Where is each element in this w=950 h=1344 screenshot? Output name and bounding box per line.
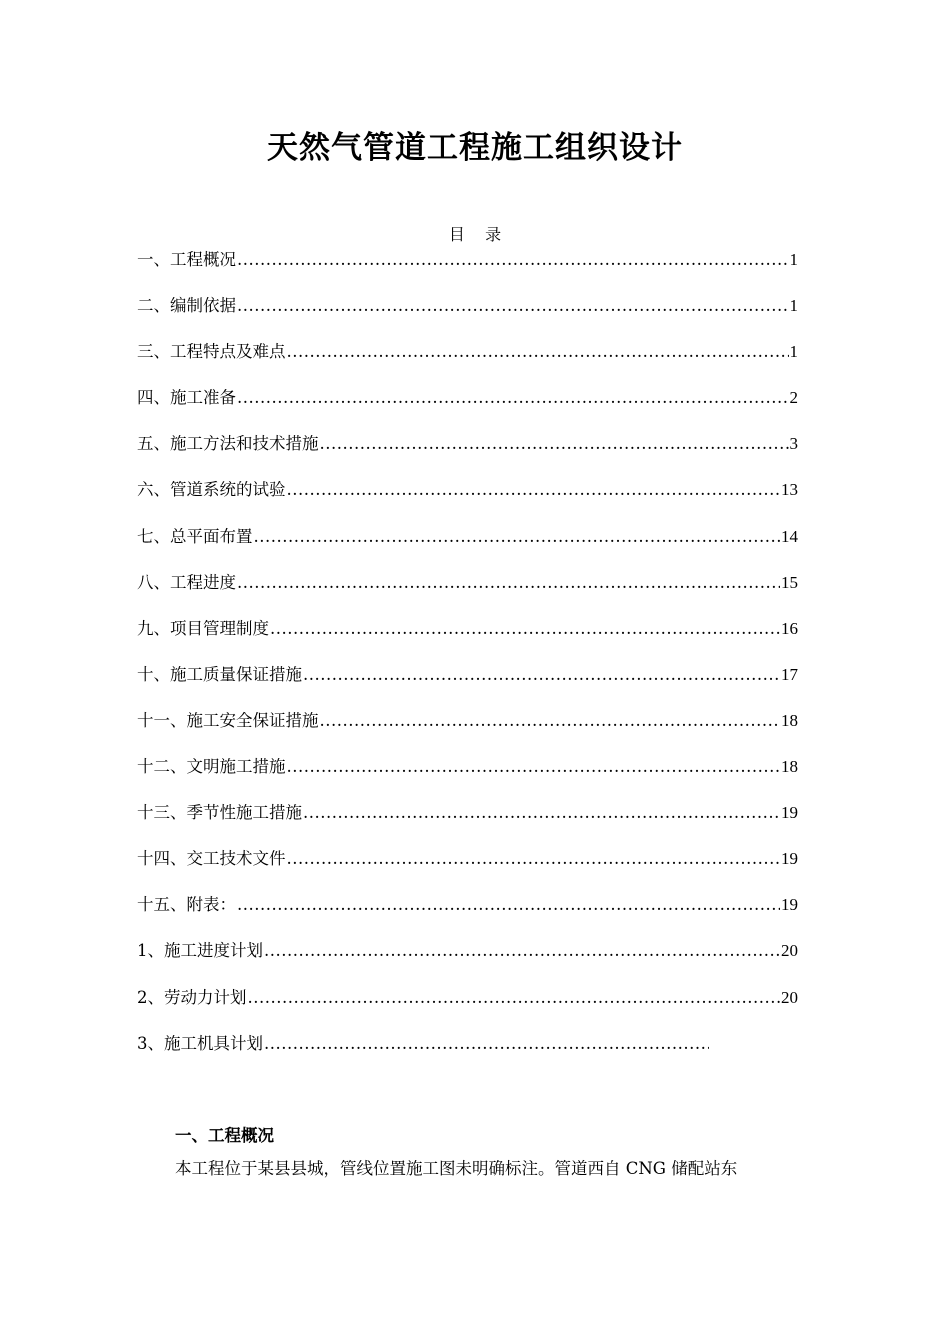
section-body-paragraph: 本工程位于某县县城，管线位置施工图未明确标注。管道西自 CNG 储配站东	[175, 1159, 738, 1178]
toc-heading: 目 录	[448, 225, 502, 244]
toc-entry-page: 2	[789, 388, 798, 408]
toc-entry-page: 19	[781, 803, 798, 823]
toc-entry[interactable]	[137, 1032, 798, 1078]
toc-entry[interactable]	[137, 294, 798, 340]
toc-dot-leader	[237, 248, 789, 272]
toc-entry-page: 19	[781, 849, 798, 869]
toc-entry[interactable]	[137, 248, 798, 294]
toc-dot-leader	[320, 709, 781, 733]
toc-entry-label: 五、施工方法和技术措施	[137, 434, 319, 454]
toc-dot-leader	[303, 801, 780, 825]
toc-entry-page: 1	[789, 250, 798, 269]
toc-entry[interactable]	[137, 893, 798, 939]
toc-dot-leader	[287, 755, 781, 779]
toc-entry-label: 2、劳动力计划	[137, 987, 247, 1007]
toc-dot-leader	[270, 617, 780, 641]
toc-entry-label: 九、项目管理制度	[137, 618, 269, 638]
toc-entry[interactable]	[137, 939, 798, 985]
toc-entry-label: 十、施工质量保证措施	[137, 664, 302, 684]
section-heading: 一、工程概况	[175, 1126, 274, 1145]
toc-entry-label: 1、施工进度计划	[137, 941, 263, 961]
toc-entry[interactable]	[137, 617, 798, 663]
toc-entry[interactable]	[137, 755, 798, 801]
toc-dot-leader	[264, 939, 780, 963]
toc-entry[interactable]	[137, 478, 798, 524]
toc-dot-leader	[237, 571, 780, 595]
toc-entry[interactable]	[137, 801, 798, 847]
toc-entry-label: 三、工程特点及难点	[137, 342, 286, 362]
toc-entry[interactable]	[137, 340, 798, 386]
toc-entry[interactable]	[137, 525, 798, 571]
toc-entry-label: 一、工程概况	[137, 250, 236, 269]
toc-entry[interactable]	[137, 847, 798, 893]
toc-entry[interactable]	[137, 709, 798, 755]
toc-entry-page: 15	[781, 572, 798, 592]
toc-dot-leader	[237, 893, 780, 917]
toc-entry-page: 20	[781, 941, 798, 961]
toc-entry-page: 19	[781, 895, 798, 915]
toc-dot-leader	[287, 340, 789, 364]
toc-entry[interactable]	[137, 571, 798, 617]
toc-dot-leader	[287, 478, 781, 502]
toc-entry-label: 3、施工机具计划	[137, 1033, 263, 1053]
toc-entry-page: 1	[789, 342, 798, 362]
toc-entry-label: 八、工程进度	[137, 572, 236, 592]
toc-entry-label: 六、管道系统的试验	[137, 480, 286, 500]
toc-dot-leader	[264, 1032, 709, 1056]
toc-entry[interactable]	[137, 986, 798, 1032]
toc-entry[interactable]	[137, 386, 798, 432]
document-title: 天然气管道工程施工组织设计	[267, 130, 683, 166]
toc-entry-page: 20	[781, 987, 798, 1007]
toc-entry-label: 四、施工准备	[137, 388, 236, 408]
toc-entry-page: 1	[789, 296, 798, 316]
toc-entry-label: 十二、文明施工措施	[137, 757, 286, 777]
toc-entry-label: 二、编制依据	[137, 296, 236, 316]
toc-dot-leader	[237, 386, 789, 410]
toc-entry-page: 18	[781, 757, 798, 777]
toc-dot-leader	[287, 847, 781, 871]
toc-entry-label: 十四、交工技术文件	[137, 849, 286, 869]
toc-dot-leader	[254, 525, 781, 549]
toc-entry-page: 13	[781, 480, 798, 500]
toc-dot-leader	[248, 986, 781, 1010]
toc-dot-leader	[320, 432, 789, 456]
toc-entry-label: 十三、季节性施工措施	[137, 803, 302, 823]
toc-entry-page: 16	[781, 618, 798, 638]
toc-entry-label: 十五、附表：	[137, 895, 236, 915]
toc-entry-page: 3	[789, 434, 798, 454]
toc-dot-leader	[237, 294, 789, 318]
toc-entry[interactable]	[137, 432, 798, 478]
table-of-contents	[137, 248, 798, 1078]
toc-dot-leader	[303, 663, 780, 687]
toc-entry-page: 14	[781, 526, 798, 546]
toc-entry-label: 七、总平面布置	[137, 526, 253, 546]
toc-entry-page: 18	[781, 710, 798, 730]
toc-entry[interactable]	[137, 663, 798, 709]
toc-entry-label: 十一、施工安全保证措施	[137, 710, 319, 730]
toc-entry-page: 17	[781, 664, 798, 684]
